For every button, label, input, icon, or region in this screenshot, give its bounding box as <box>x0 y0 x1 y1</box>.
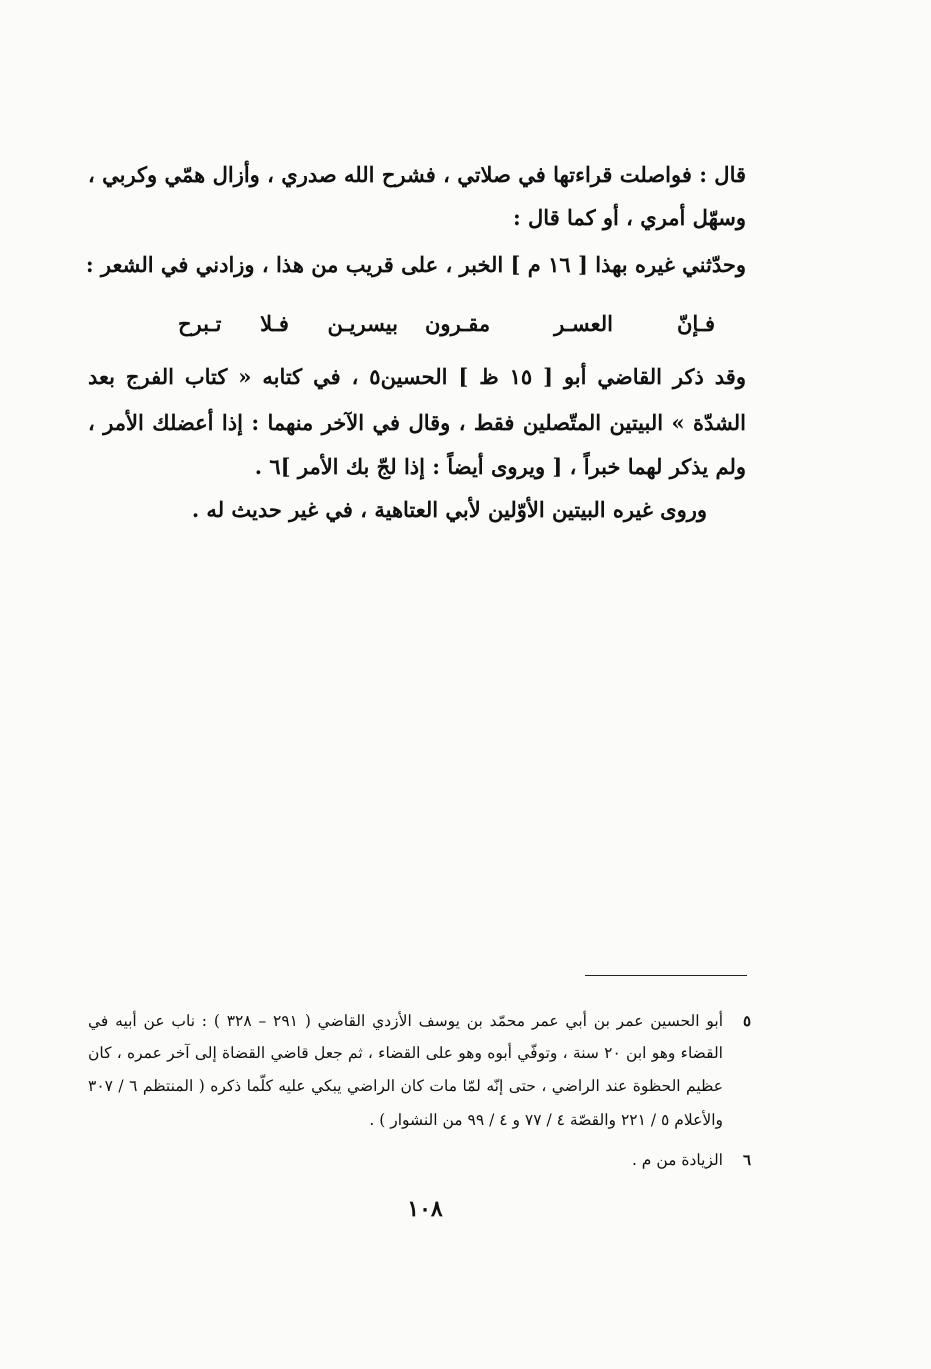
verse-hemistich-right: فـإنّ العسـر مقـرون <box>425 311 715 336</box>
footnote-5-line-2: القضاء وهو ابن ٢٠ سنة ، وتوفّي أبوه وهو على القضاء ، ثم جعل قاضي القضاة إلى آخر عمره ، كان <box>88 1044 723 1062</box>
page-number: ١٠٨ <box>407 1196 443 1222</box>
footnote-6-line-1: الزيادة من م . <box>631 1151 723 1169</box>
footnote-5-line-1: أبو الحسين عمر بن أبي عمر محمّد بن يوسف الأزدي القاضي ( ٢٩١ – ٣٢٨ ) : ناب عن أبيه في <box>88 1012 724 1030</box>
body-line-3: وحدّثني غيره بهذا [ ١٦ م ] الخبر ، على قريب من هذا ، وزادني في الشعر : <box>85 252 746 277</box>
footnote-separator <box>585 975 747 976</box>
body-line-6: الشدّة » البيتين المتّصلين فقط ، وقال في الآخر منهما : إذا أعضلك الأمر ، <box>88 410 746 435</box>
body-line-8: وروى غيره البيتين الأوّلين لأبي العتاهية ، في غير حديث له . <box>191 497 707 522</box>
footnote-6-number: ٦ <box>743 1151 752 1169</box>
footnote-5-line-4: والأعلام ٥ / ٢٢١ والقصّة ٤ / ٧٧ و ٤ / ٩٩ من النشوار ) . <box>369 1111 723 1129</box>
body-line-2: وسهّل أمري ، أو كما قال : <box>512 205 746 230</box>
body-line-7: ولم يذكر لهما خبراً ، [ ويروى أيضاً : إذا لجّ بك الأمر ]٦ . <box>254 454 746 479</box>
body-line-1: قال : فواصلت قراءتها في صلاتي ، فشرح الله صدري ، وأزال همّي وكربي ، <box>88 162 746 187</box>
verse-hemistich-left: بيسريـن فـلا تـبرح <box>178 311 398 336</box>
footnote-5-number: ٥ <box>743 1012 752 1030</box>
body-line-5: وقد ذكر القاضي أبو [ ١٥ ظ ] الحسين٥ ، في كتابه « كتاب الفرج بعد <box>88 364 746 389</box>
footnote-5-line-3: عظيم الحظوة عند الراضي ، حتى إنّه لمّا مات كان الراضي يبكي عليه كلّما ذكره ( المنتظم ٦ / ٣٠٧ <box>88 1077 724 1095</box>
